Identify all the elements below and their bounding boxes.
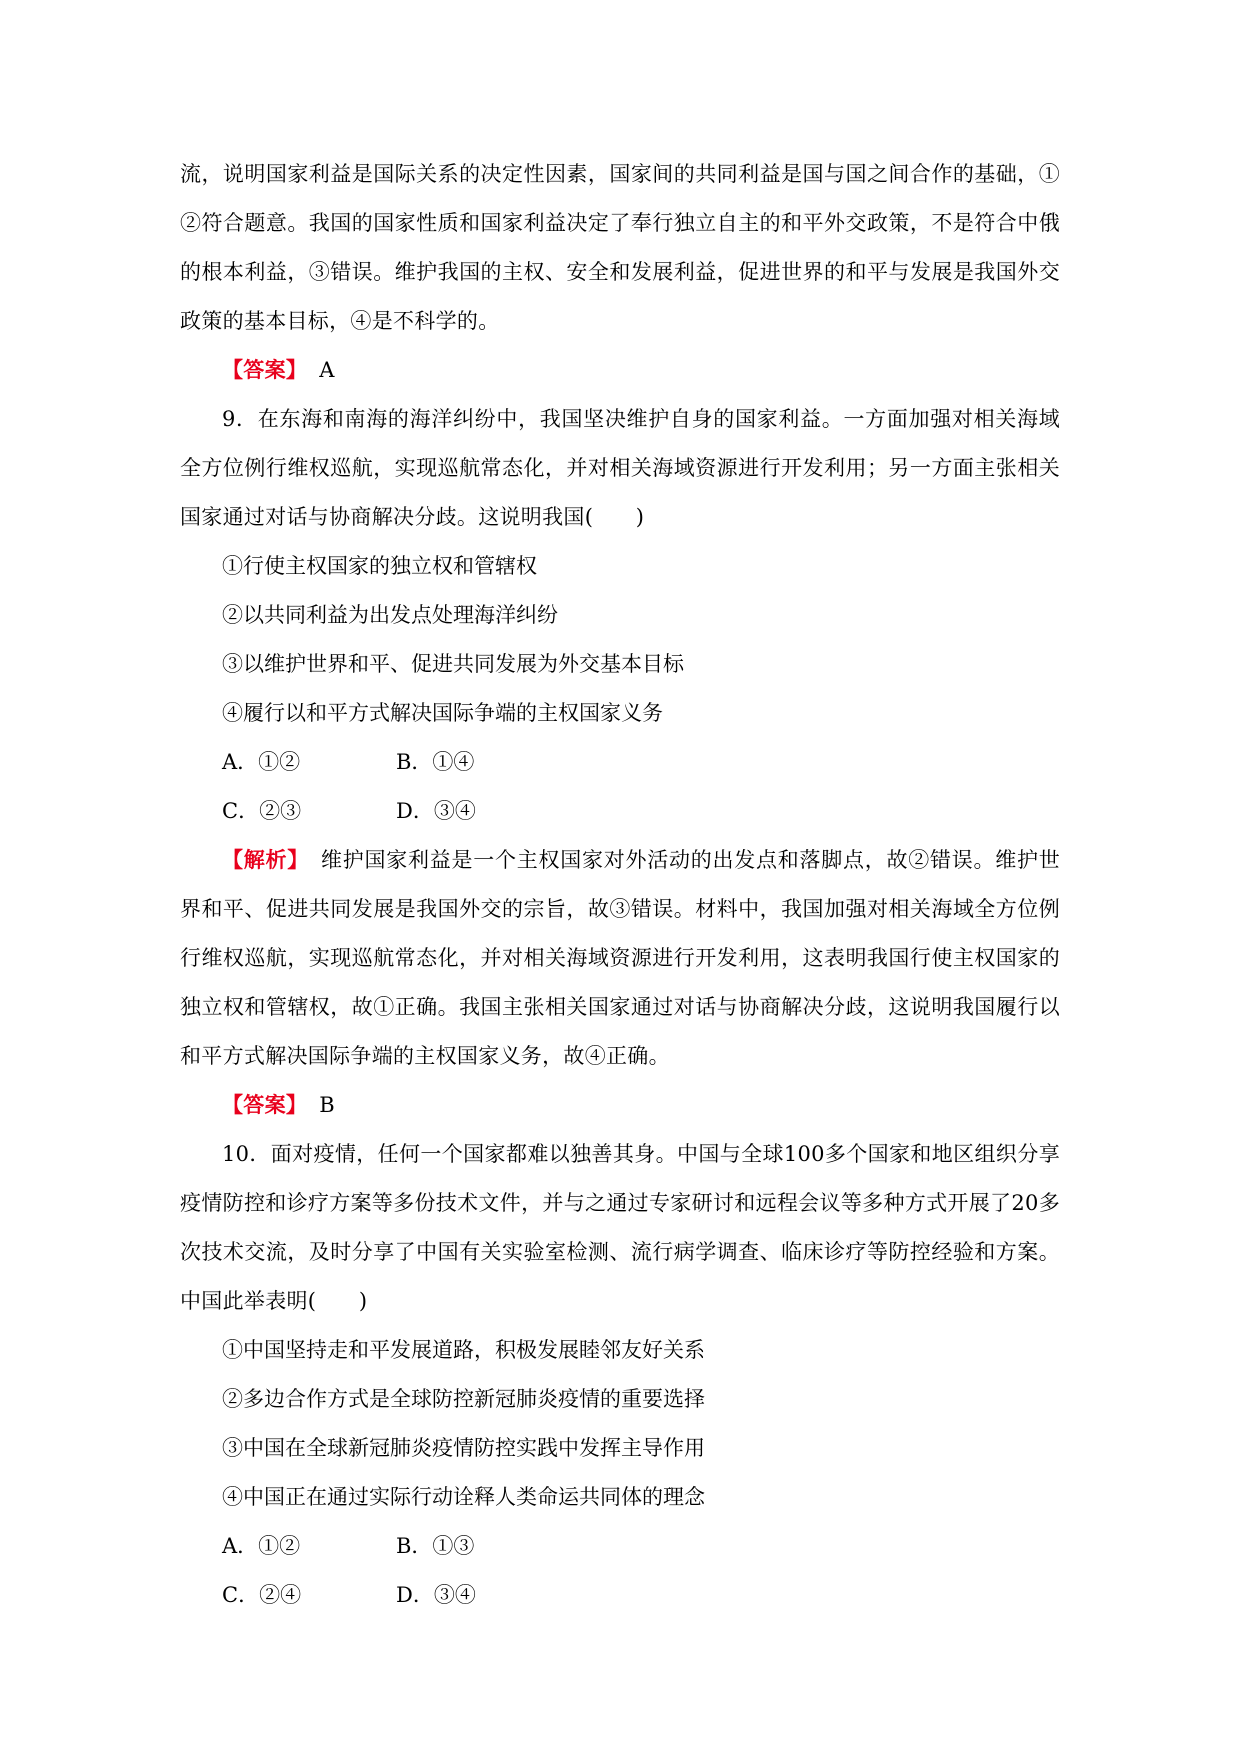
- q9-choice-b: B．①④: [396, 750, 475, 774]
- q9-analysis-text: 维护国家利益是一个主权国家对外活动的出发点和落脚点，故②错误。维护世界和平、促进共同发展是我国外交的宗旨，故③错误。材料中，我国加强对相关海域全方位例行维权巡航，实现巡航常态化，并对相关海域资源进行开发利用，这表明我国行使主权国家的独立权和管辖权，故①正确。我国主张相关国家通过对话与协商解决分歧，这说明我国履行以和平方式解决国际争端的主权国家义务，故④正确。: [180, 848, 1060, 1068]
- q10-stem: 10．面对疫情，任何一个国家都难以独善其身。中国与全球100多个国家和地区组织分享疫情防控和诊疗方案等多份技术文件，并与之通过专家研讨和远程会议等多种方式开展了20多次技术交流，及时分享了中国有关实验室检测、流行病学调查、临床诊疗等防控经验和方案。中国此举表明( ): [180, 1142, 1060, 1313]
- document-page: [180, 150, 1060, 1620]
- q10-statement-1: ①中国坚持走和平发展道路，积极发展睦邻友好关系: [222, 1338, 705, 1362]
- q10-statement-3: ③中国在全球新冠肺炎疫情防控实践中发挥主导作用: [222, 1436, 705, 1460]
- answer-label: 【答案】: [222, 358, 308, 382]
- q8-answer-line: [180, 346, 1060, 395]
- q9-statement-4: ④履行以和平方式解决国际争端的主权国家义务: [222, 701, 663, 725]
- q9-statement-2: ②以共同利益为出发点处理海洋纠纷: [222, 603, 558, 627]
- q9-choice-d: D．③④: [396, 799, 476, 823]
- q9-answer-line: [180, 1081, 1060, 1130]
- q9-statement-1: ①行使主权国家的独立权和管辖权: [222, 554, 537, 578]
- q10-statement-4: ④中国正在通过实际行动诠释人类命运共同体的理念: [222, 1485, 705, 1509]
- q9-answer: B: [319, 1093, 335, 1117]
- q9-statement-3: ③以维护世界和平、促进共同发展为外交基本目标: [222, 652, 684, 676]
- q9-choice-c: C．②③: [222, 799, 302, 823]
- q9-choices-row-2: [180, 787, 1060, 836]
- q10-choice-a: A．①②: [222, 1534, 301, 1558]
- q9-analysis: [180, 836, 1060, 1081]
- answer-label: 【答案】: [222, 1093, 308, 1117]
- q10-choice-d: D．③④: [396, 1583, 476, 1607]
- q10-choices-row-2: [180, 1571, 1060, 1620]
- analysis-label: 【解析】: [222, 848, 309, 872]
- q9-stem: 9．在东海和南海的海洋纠纷中，我国坚决维护自身的国家利益。一方面加强对相关海域全方位例行维权巡航，实现巡航常态化，并对相关海域资源进行开发利用；另一方面主张相关国家通过对话与协商解决分歧。这说明我国( ): [180, 407, 1060, 529]
- q10-choice-b: B．①③: [396, 1534, 475, 1558]
- q9-choice-a: A．①②: [222, 750, 301, 774]
- q10-choices-row-1: [180, 1522, 1060, 1571]
- previous-analysis-continuation: 流，说明国家利益是国际关系的决定性因素，国家间的共同利益是国与国之间合作的基础，①②符合题意。我国的国家性质和国家利益决定了奉行独立自主的和平外交政策，不是符合中俄的根本利益，③错误。维护我国的主权、安全和发展利益，促进世界的和平与发展是我国外交政策的基本目标，④是不科学的。: [180, 162, 1060, 333]
- q10-statement-2: ②多边合作方式是全球防控新冠肺炎疫情的重要选择: [222, 1387, 705, 1411]
- q9-choices-row-1: [180, 738, 1060, 787]
- q10-choice-c: C．②④: [222, 1583, 302, 1607]
- q8-answer: A: [319, 358, 335, 382]
